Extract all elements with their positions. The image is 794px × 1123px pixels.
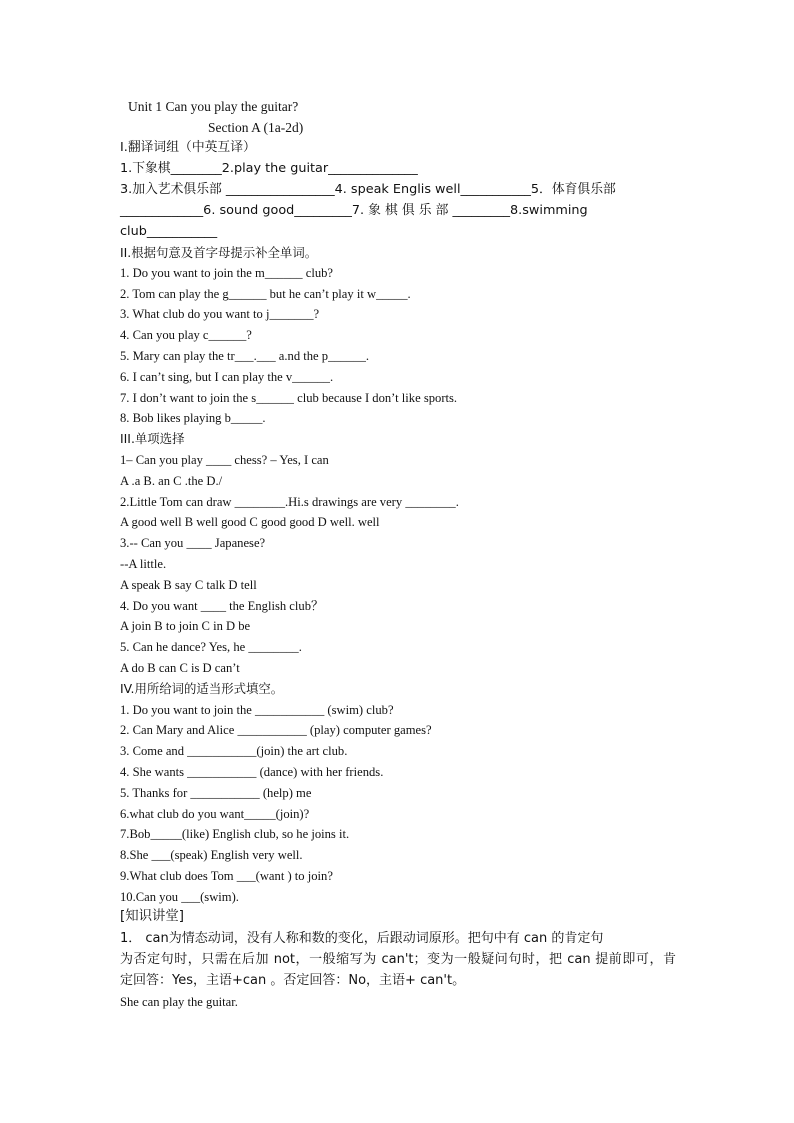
section-1-heading: I.翻译词组（中英互译） bbox=[120, 140, 256, 155]
section-4-line: 1. Do you want to join the ___________ (swim) club? bbox=[120, 703, 394, 717]
section-subtitle: Section A (1a-2d) bbox=[208, 120, 304, 135]
section-1-line: 1.下象棋________2.play the guitar______________ bbox=[120, 161, 418, 176]
section-4-line: 6.what club do you want_____(join)? bbox=[120, 807, 310, 821]
section-4-line: 5. Thanks for ___________ (help) me bbox=[120, 786, 312, 800]
section-3-line: A join B to join C in D be bbox=[120, 619, 251, 633]
section-1-line: _____________6. sound good_________7. 象 棋 俱 乐 部 _________8.swimming bbox=[120, 203, 588, 218]
section-3-line: A .a B. an C .the D./ bbox=[120, 474, 223, 488]
section-2-line: 5. Mary can play the tr___.___ a.nd the p______. bbox=[120, 349, 370, 363]
section-3-line: 1– Can you play ____ chess? – Yes, I can bbox=[120, 453, 329, 467]
section-4-line: 3. Come and ___________(join) the art club. bbox=[120, 744, 348, 758]
section-4-line: 2. Can Mary and Alice ___________ (play) computer games? bbox=[120, 723, 432, 737]
section-4-heading: IV.用所给词的适当形式填空。 bbox=[120, 681, 284, 696]
section-3-line: 2.Little Tom can draw ________.Hi.s drawings are very ________. bbox=[120, 495, 459, 509]
section-2-line: 1. Do you want to join the m______ club? bbox=[120, 266, 334, 280]
section-3-line: 5. Can he dance? Yes, he ________. bbox=[120, 640, 302, 654]
section-2-line: 2. Tom can play the g______ but he can’t play it w_____. bbox=[120, 287, 411, 301]
section-3-line: --A little. bbox=[120, 557, 167, 571]
section-2-line: 3. What club do you want to j_______? bbox=[120, 307, 320, 321]
section-3-line: A good well B well good C good good D well. well bbox=[120, 515, 380, 529]
knowledge-line: 为否定句时，只需在后加 not，一般缩写为 can't；变为一般疑问句时，把 can 提前即可，肯 bbox=[120, 952, 676, 967]
section-3-line: A speak B say C talk D tell bbox=[120, 578, 257, 592]
section-4-line: 9.What club does Tom ___(want ) to join? bbox=[120, 869, 333, 883]
example-sentence: She can play the guitar. bbox=[120, 995, 238, 1009]
section-3-line: 3.-- Can you ____ Japanese? bbox=[120, 536, 266, 550]
section-3-line: A do B can C is D can’t bbox=[120, 661, 240, 675]
section-3-heading: III.单项选择 bbox=[120, 431, 185, 446]
section-2-line: 4. Can you play c______? bbox=[120, 328, 252, 342]
section-4-line: 8.She ___(speak) English very well. bbox=[120, 848, 303, 862]
knowledge-heading: [知识讲堂] bbox=[120, 909, 185, 924]
knowledge-line: 1． can为情态动词，没有人称和数的变化，后跟动词原形。把句中有 can 的肯定句 bbox=[120, 931, 604, 946]
section-1-line: 3.加入艺术俱乐部 _________________4. speak Englis well___________5．体育俱乐部 bbox=[120, 182, 616, 197]
section-1-line: club___________ bbox=[120, 224, 218, 239]
unit-title: Unit 1 Can you play the guitar? bbox=[128, 99, 299, 114]
section-2-heading: II.根据句意及首字母提示补全单词。 bbox=[120, 245, 318, 260]
section-4-line: 10.Can you ___(swim). bbox=[120, 890, 239, 904]
section-4-line: 7.Bob_____(like) English club, so he joins it. bbox=[120, 827, 350, 841]
section-4-line: 4. She wants ___________ (dance) with her friends. bbox=[120, 765, 384, 779]
section-2-line: 7. I don’t want to join the s______ club because I don’t like sports. bbox=[120, 391, 458, 405]
section-2-line: 8. Bob likes playing b_____. bbox=[120, 411, 266, 425]
section-2-line: 6. I can’t sing, but I can play the v______. bbox=[120, 370, 334, 384]
knowledge-line: 定回答：Yes，主语+can 。否定回答：No，主语+ can't。 bbox=[120, 973, 466, 988]
section-3-line: 4. Do you want ____ the English club？ bbox=[120, 599, 324, 613]
